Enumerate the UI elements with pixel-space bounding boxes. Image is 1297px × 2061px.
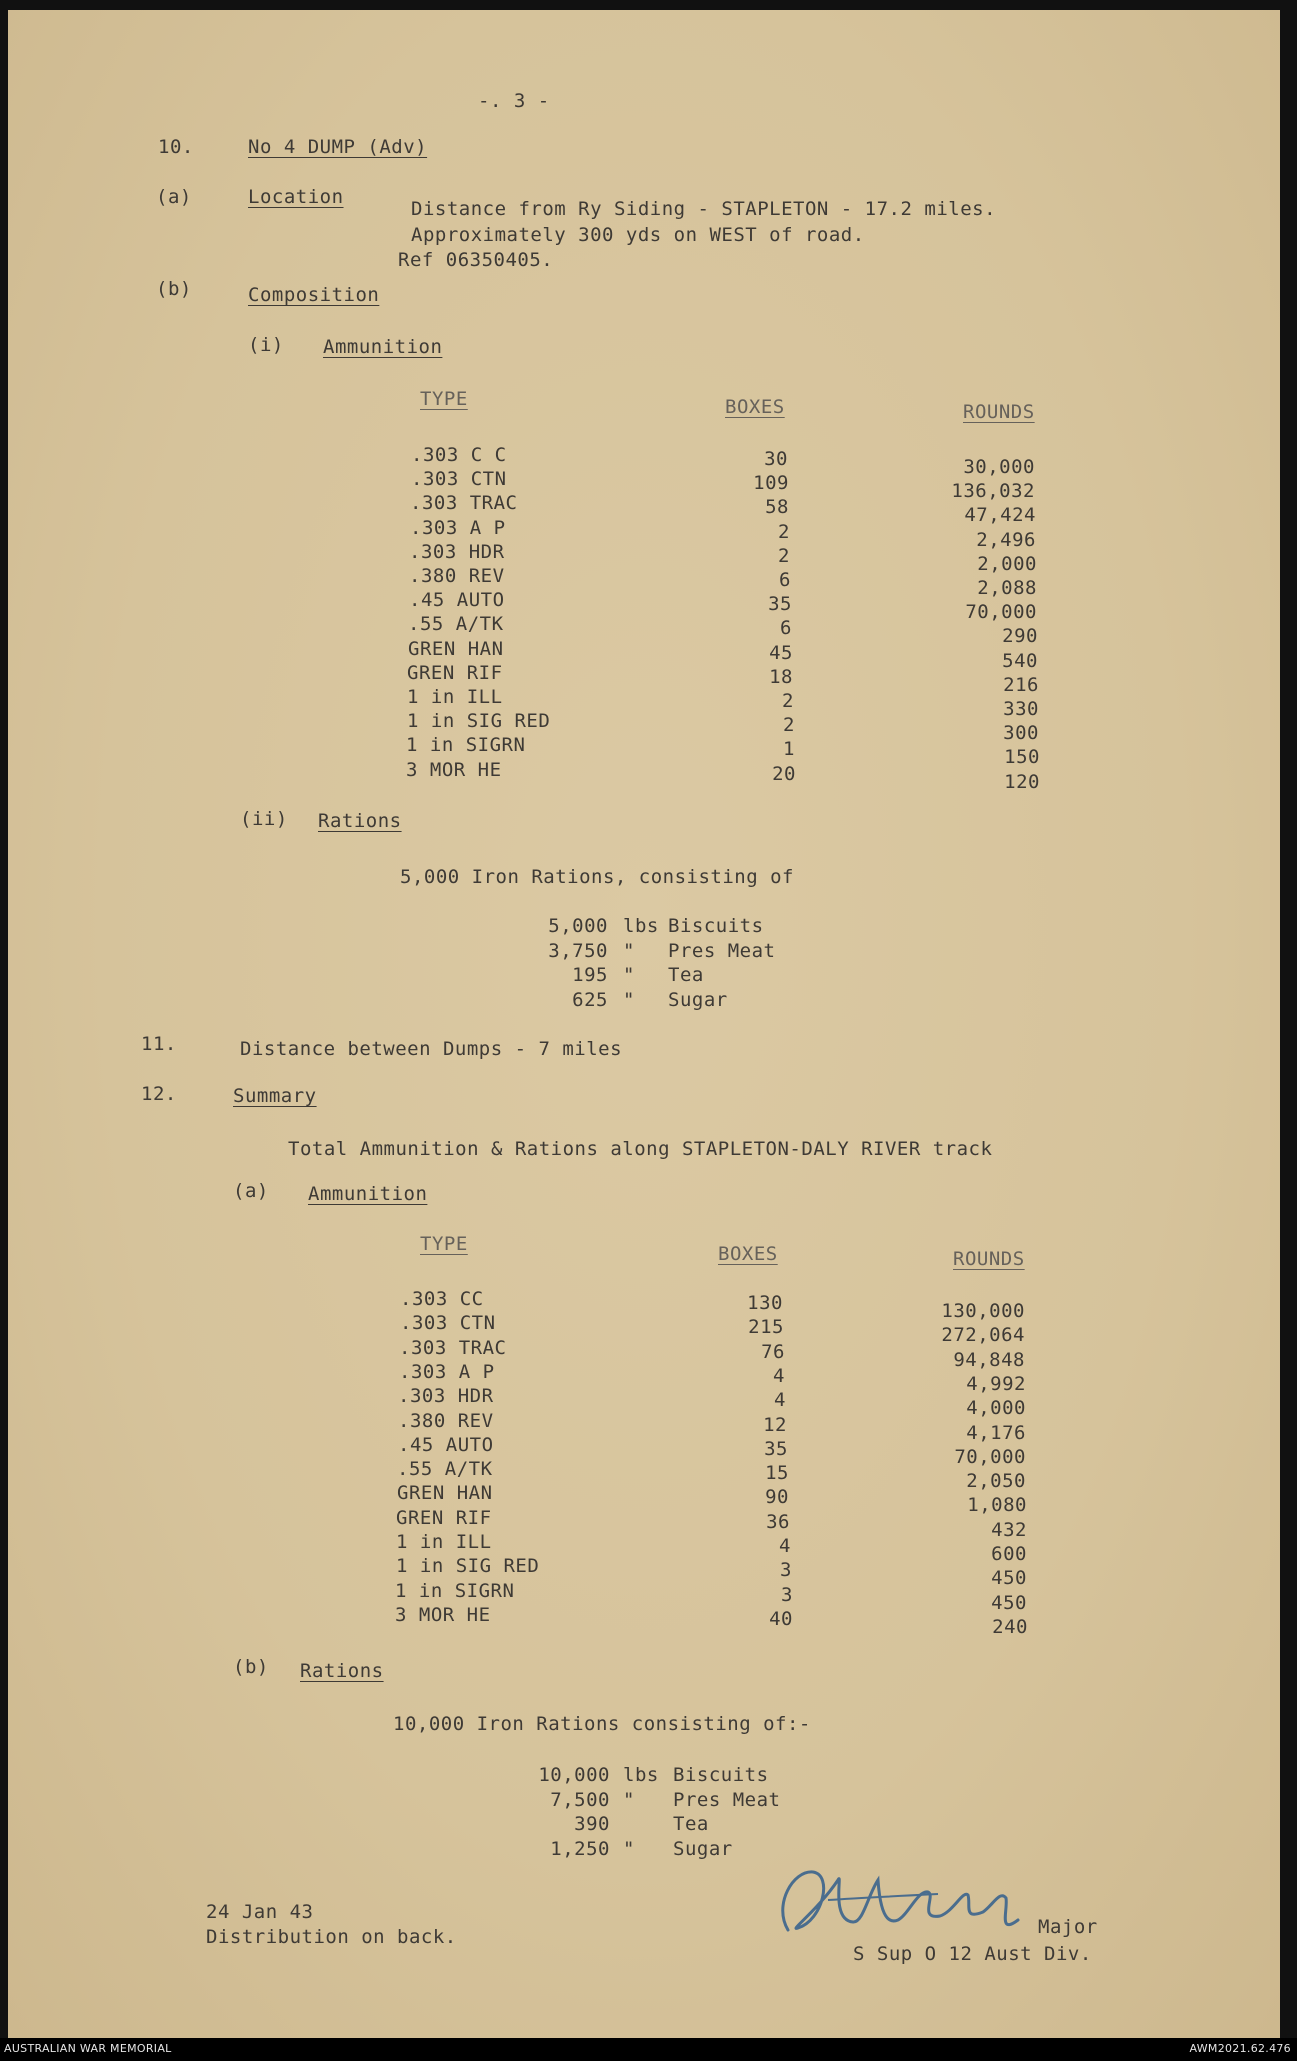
- ration-item: Tea: [668, 964, 704, 986]
- ration-quantity: 1,250: [550, 1837, 610, 1860]
- ammunition-label: Ammunition: [323, 336, 443, 358]
- row-rounds: 70,000: [954, 1445, 1026, 1468]
- row-boxes: 6: [779, 569, 791, 591]
- row-type: 1 in SIG RED: [396, 1555, 540, 1578]
- ration-unit: lbs: [623, 915, 659, 937]
- row-rounds: 2,050: [966, 1470, 1026, 1493]
- row-rounds: 30,000: [963, 456, 1035, 478]
- row-type: .380 REV: [398, 1409, 494, 1432]
- row-boxes: 3: [780, 1559, 792, 1582]
- row-rounds: 150: [1004, 746, 1040, 769]
- header-rounds: ROUNDS: [963, 401, 1035, 423]
- row-rounds: 136,032: [951, 480, 1035, 503]
- row-rounds: 120: [1004, 770, 1040, 793]
- ration-item: Tea: [673, 1813, 709, 1835]
- row-boxes: 215: [748, 1316, 784, 1339]
- row-type: 1 in ILL: [396, 1531, 492, 1553]
- header-type: TYPE: [420, 388, 468, 410]
- footer-record-id: AWM2021.62.476: [1189, 2042, 1291, 2055]
- row-rounds: 4,000: [966, 1397, 1026, 1420]
- row-type: .303 A P: [399, 1360, 495, 1383]
- row-boxes: 1: [783, 738, 795, 761]
- summary-header-type: TYPE: [420, 1233, 468, 1255]
- footer-archive-name: AUSTRALIAN WAR MEMORIAL: [4, 2042, 172, 2055]
- row-type: .303 TRAC: [410, 492, 518, 515]
- archive-footer-bar: [0, 2038, 1297, 2061]
- row-boxes: 18: [769, 665, 793, 688]
- location-line-3: Ref 06350405.: [398, 249, 554, 271]
- row-type: .303 C C: [411, 444, 507, 466]
- row-boxes: 40: [769, 1607, 793, 1630]
- row-rounds: 2,000: [977, 552, 1037, 575]
- summary-intro: Total Ammunition & Rations along STAPLETON-DALY RIVER track: [288, 1138, 993, 1160]
- row-boxes: 35: [764, 1437, 788, 1460]
- handwritten-signature: [768, 1850, 1048, 1950]
- section-10-title: No 4 DUMP (Adv): [248, 136, 428, 158]
- row-boxes: 2: [783, 714, 795, 737]
- ration-item: Biscuits: [668, 915, 764, 937]
- ration-quantity: 10,000: [538, 1764, 610, 1786]
- ration-item: Biscuits: [673, 1764, 769, 1786]
- row-rounds: 272,064: [941, 1324, 1025, 1347]
- summary-rations-intro: 10,000 Iron Rations consisting of:-: [393, 1713, 811, 1735]
- row-type: .303 HDR: [409, 540, 505, 563]
- row-boxes: 20: [772, 762, 796, 785]
- row-type: .303 HDR: [398, 1385, 494, 1408]
- summary-ammunition-label: Ammunition: [308, 1183, 428, 1205]
- row-rounds: 540: [1002, 649, 1038, 672]
- signature-rank: Major: [1038, 1916, 1098, 1938]
- row-boxes: 2: [778, 520, 790, 543]
- row-boxes: 130: [747, 1292, 783, 1314]
- ration-unit: ": [623, 939, 635, 962]
- row-rounds: 4,992: [966, 1372, 1026, 1395]
- row-rounds: 450: [991, 1591, 1027, 1614]
- ration-unit: ": [623, 964, 635, 986]
- row-boxes: 2: [782, 690, 794, 712]
- row-type: 1 in SIGRN: [406, 734, 526, 757]
- ration-item: Sugar: [673, 1837, 733, 1860]
- row-rounds: 240: [992, 1615, 1028, 1638]
- ration-unit: lbs: [623, 1764, 659, 1786]
- ration-unit: ": [623, 988, 635, 1011]
- row-type: 1 in SIGRN: [395, 1579, 515, 1602]
- row-boxes: 30: [764, 448, 788, 470]
- row-rounds: 2,088: [977, 577, 1037, 599]
- item-i-label: (i): [248, 334, 284, 356]
- row-type: .303 CC: [400, 1288, 484, 1310]
- section-11-text: Distance between Dumps - 7 miles: [240, 1038, 623, 1060]
- ration-item: Pres Meat: [673, 1788, 781, 1811]
- row-rounds: 300: [1003, 722, 1039, 745]
- location-line-2: Approximately 300 yds on WEST of road.: [411, 224, 865, 246]
- ration-quantity: 3,750: [548, 939, 608, 962]
- location-line-1: Distance from Ry Siding - STAPLETON - 17.2 miles.: [411, 198, 997, 220]
- row-boxes: 36: [766, 1510, 790, 1533]
- row-rounds: 130,000: [941, 1300, 1025, 1322]
- ration-quantity: 5,000: [548, 915, 608, 937]
- row-type: .45 AUTO: [409, 589, 505, 612]
- section-12-number: 12.: [141, 1083, 177, 1105]
- row-type: 3 MOR HE: [406, 758, 502, 781]
- ration-quantity: 195: [572, 964, 608, 986]
- row-rounds: 47,424: [964, 504, 1036, 527]
- row-type: GREN HAN: [408, 637, 504, 660]
- row-rounds: 4,176: [966, 1421, 1026, 1444]
- ration-quantity: 390: [574, 1813, 610, 1835]
- row-type: .303 TRAC: [399, 1336, 507, 1359]
- ration-quantity: 625: [572, 988, 608, 1011]
- row-boxes: 12: [763, 1413, 787, 1436]
- rations-label: Rations: [318, 810, 402, 832]
- row-boxes: 4: [779, 1535, 791, 1557]
- row-boxes: 45: [769, 641, 793, 664]
- row-rounds: 330: [1003, 698, 1039, 720]
- row-rounds: 216: [1003, 673, 1039, 696]
- row-boxes: 4: [773, 1364, 785, 1387]
- item-ii-label: (ii): [240, 808, 288, 830]
- ration-item: Pres Meat: [668, 939, 776, 962]
- summary-header-rounds: ROUNDS: [953, 1248, 1025, 1270]
- row-rounds: 70,000: [965, 601, 1037, 624]
- row-type: GREN RIF: [407, 661, 503, 684]
- summary-b-label: (b): [233, 1656, 269, 1678]
- row-type: 3 MOR HE: [395, 1603, 491, 1626]
- row-rounds: 290: [1002, 625, 1038, 648]
- row-boxes: 6: [780, 617, 792, 640]
- row-type: .380 REV: [409, 565, 505, 587]
- location-label: Location: [248, 186, 344, 208]
- row-boxes: 3: [781, 1583, 793, 1606]
- row-type: .45 AUTO: [398, 1433, 494, 1456]
- summary-a-label: (a): [233, 1180, 269, 1202]
- summary-title: Summary: [233, 1085, 317, 1107]
- row-type: 1 in SIG RED: [407, 710, 551, 733]
- header-boxes: BOXES: [725, 396, 785, 418]
- document-page: [8, 10, 1280, 2038]
- row-type: .55 A/TK: [408, 613, 504, 636]
- row-boxes: 2: [778, 544, 790, 567]
- row-boxes: 58: [765, 496, 789, 519]
- row-rounds: 600: [991, 1543, 1027, 1565]
- summary-header-boxes: BOXES: [718, 1243, 778, 1265]
- row-boxes: 15: [765, 1462, 789, 1485]
- row-type: .303 CTN: [411, 468, 507, 491]
- ration-quantity: 7,500: [550, 1788, 610, 1811]
- row-boxes: 76: [761, 1340, 785, 1363]
- ration-unit: ": [623, 1837, 635, 1860]
- row-rounds: 450: [991, 1567, 1027, 1590]
- row-rounds: 94,848: [953, 1348, 1025, 1371]
- row-boxes: 109: [753, 472, 789, 495]
- ration-unit: ": [623, 1788, 635, 1811]
- row-rounds: 1,080: [967, 1494, 1027, 1517]
- row-boxes: 90: [765, 1486, 789, 1509]
- section-11-number: 11.: [141, 1033, 177, 1055]
- row-type: 1 in ILL: [407, 686, 503, 708]
- row-boxes: 4: [774, 1389, 786, 1412]
- page-number: -. 3 -: [478, 90, 550, 112]
- item-b-label: (b): [156, 278, 192, 300]
- composition-label: Composition: [248, 284, 380, 306]
- row-type: GREN HAN: [397, 1482, 493, 1505]
- signature-unit: S Sup O 12 Aust Div.: [853, 1943, 1092, 1965]
- section-10-number: 10.: [158, 136, 194, 158]
- row-rounds: 2,496: [976, 528, 1036, 551]
- row-type: .303 A P: [410, 516, 506, 539]
- item-a-label: (a): [156, 186, 192, 208]
- row-boxes: 35: [768, 593, 792, 616]
- rations-intro: 5,000 Iron Rations, consisting of: [400, 866, 794, 888]
- ration-item: Sugar: [668, 988, 728, 1011]
- row-type: GREN RIF: [396, 1506, 492, 1529]
- row-type: .55 A/TK: [397, 1458, 493, 1481]
- row-type: .303 CTN: [400, 1312, 496, 1335]
- date: 24 Jan 43: [206, 1901, 314, 1923]
- summary-rations-label: Rations: [300, 1660, 384, 1682]
- distribution-note: Distribution on back.: [206, 1926, 457, 1948]
- row-rounds: 432: [991, 1518, 1027, 1541]
